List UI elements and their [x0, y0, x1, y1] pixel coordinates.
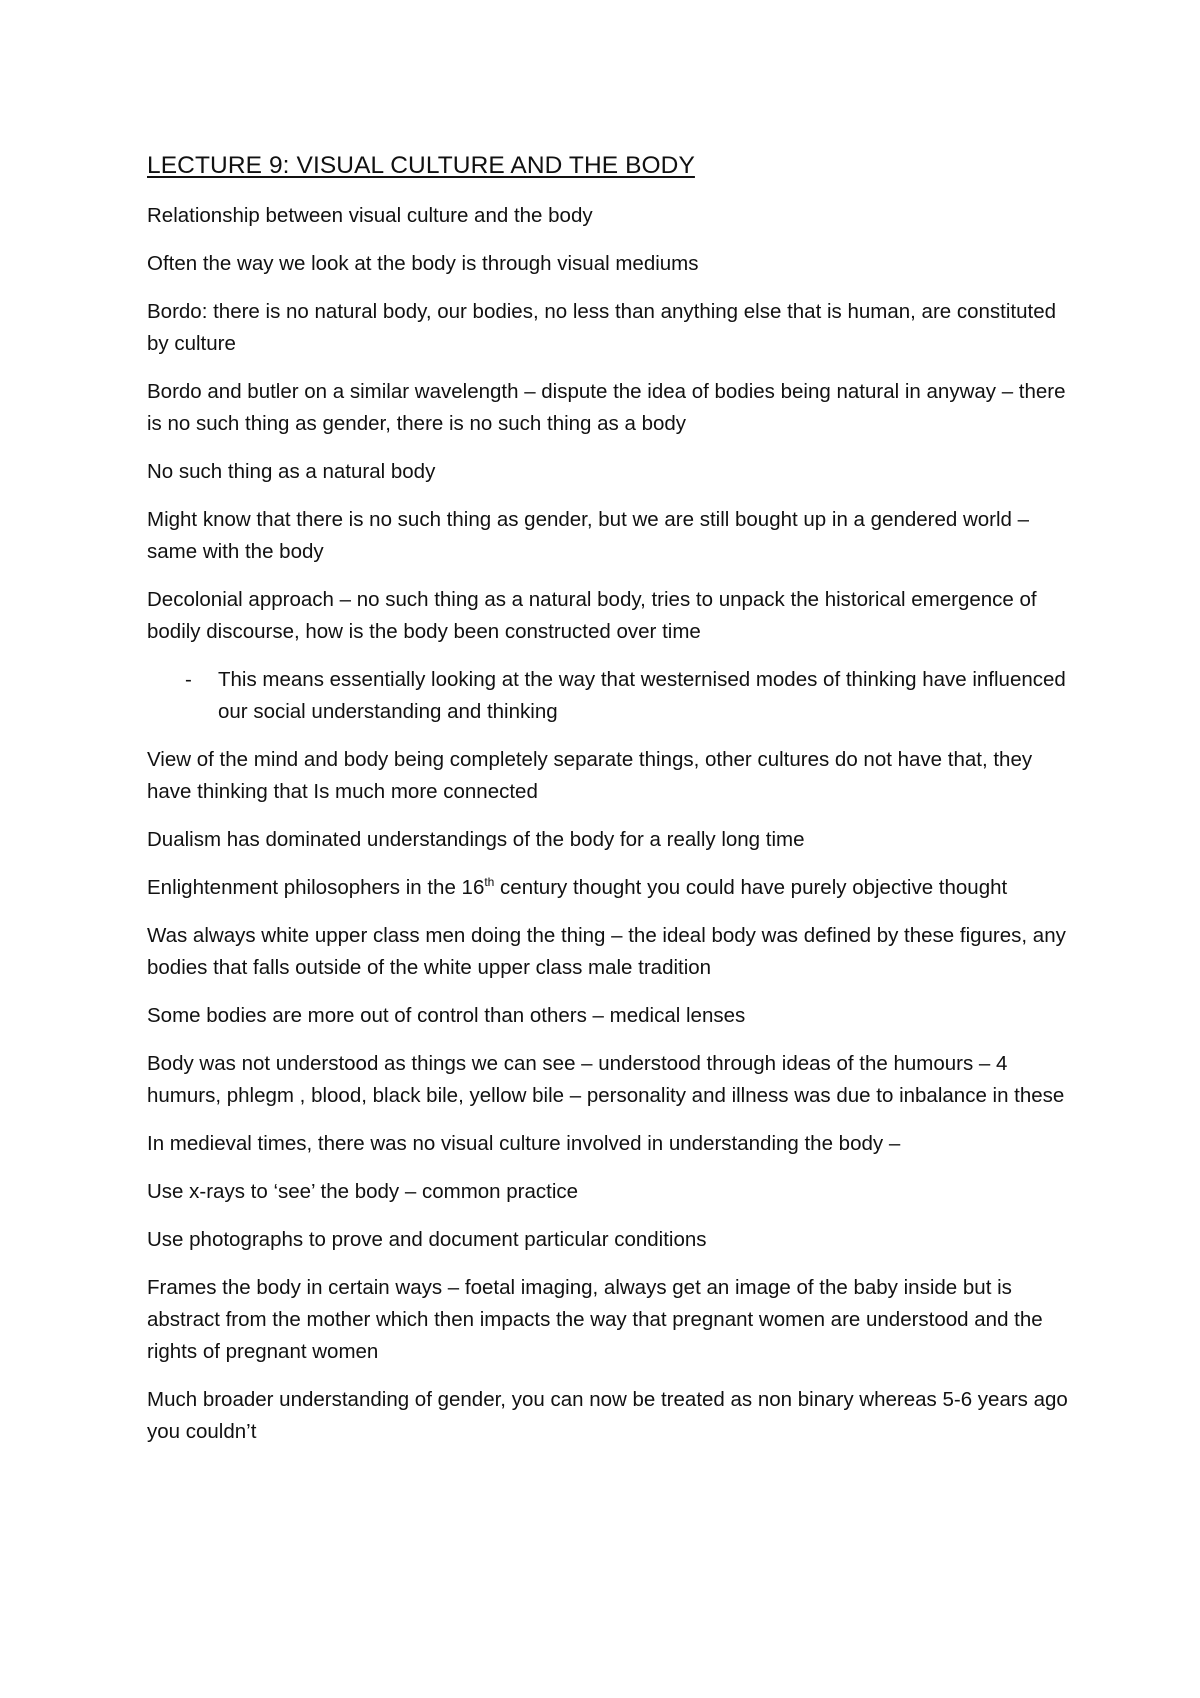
paragraph: Was always white upper class men doing the thing – the ideal body was defined by these figures, any bodies that falls outside of the white upper class male tradition [147, 923, 1066, 979]
paragraph: Frames the body in certain ways – foetal imaging, always get an image of the baby inside but is abstract from the mother which then impacts the way that pregnant women are understood and the rights of pregnant women [147, 1275, 1043, 1363]
paragraph-text-part: Enlightenment philosophers in the 16 [147, 875, 485, 899]
lecture-title: LECTURE 9: VISUAL CULTURE AND THE BODY [147, 152, 695, 179]
paragraph: View of the mind and body being completely separate things, other cultures do not have that, they have thinking that Is much more connected [147, 747, 1033, 803]
paragraph: In medieval times, there was no visual culture involved in understanding the body – [147, 1131, 901, 1155]
paragraph-with-superscript [147, 872, 1077, 904]
paragraph: Decolonial approach – no such thing as a natural body, tries to unpack the historical emergence of bodily discourse, how is the body been constructed over time [147, 587, 1037, 643]
paragraph: Dualism has dominated understandings of the body for a really long time [147, 827, 805, 851]
paragraph: Relationship between visual culture and the body [147, 203, 593, 227]
bullet-item [147, 664, 1077, 728]
paragraph: Much broader understanding of gender, you can now be treated as non binary whereas 5-6 years ago you couldn’t [147, 1387, 1068, 1443]
ordinal-superscript: th [484, 875, 495, 890]
paragraph: Often the way we look at the body is through visual mediums [147, 251, 699, 275]
paragraph: No such thing as a natural body [147, 459, 436, 483]
bullet-text: This means essentially looking at the way that westernised modes of thinking have influenced our social understanding and thinking [218, 667, 1066, 723]
paragraph: Bordo and butler on a similar wavelength – dispute the idea of bodies being natural in anyway – there is no such thing as gender, there is no such thing as a body [147, 379, 1066, 435]
paragraph: Bordo: there is no natural body, our bodies, no less than anything else that is human, are constituted by culture [147, 299, 1057, 355]
paragraph: Body was not understood as things we can see – understood through ideas of the humours – 4 humurs, phlegm , blood, black bile, yellow bile – personality and illness was due to inbalance in these [147, 1051, 1065, 1107]
paragraph: Some bodies are more out of control than others – medical lenses [147, 1003, 746, 1027]
paragraph-text-part: century thought you could have purely objective thought [494, 875, 1008, 899]
bullet-marker: - [185, 667, 192, 691]
paragraph: Use photographs to prove and document particular conditions [147, 1227, 707, 1251]
paragraph: Might know that there is no such thing as gender, but we are still bought up in a gendered world – same with the body [147, 507, 1030, 563]
document-page [147, 150, 1077, 1464]
paragraph: Use x-rays to ‘see’ the body – common practice [147, 1179, 579, 1203]
